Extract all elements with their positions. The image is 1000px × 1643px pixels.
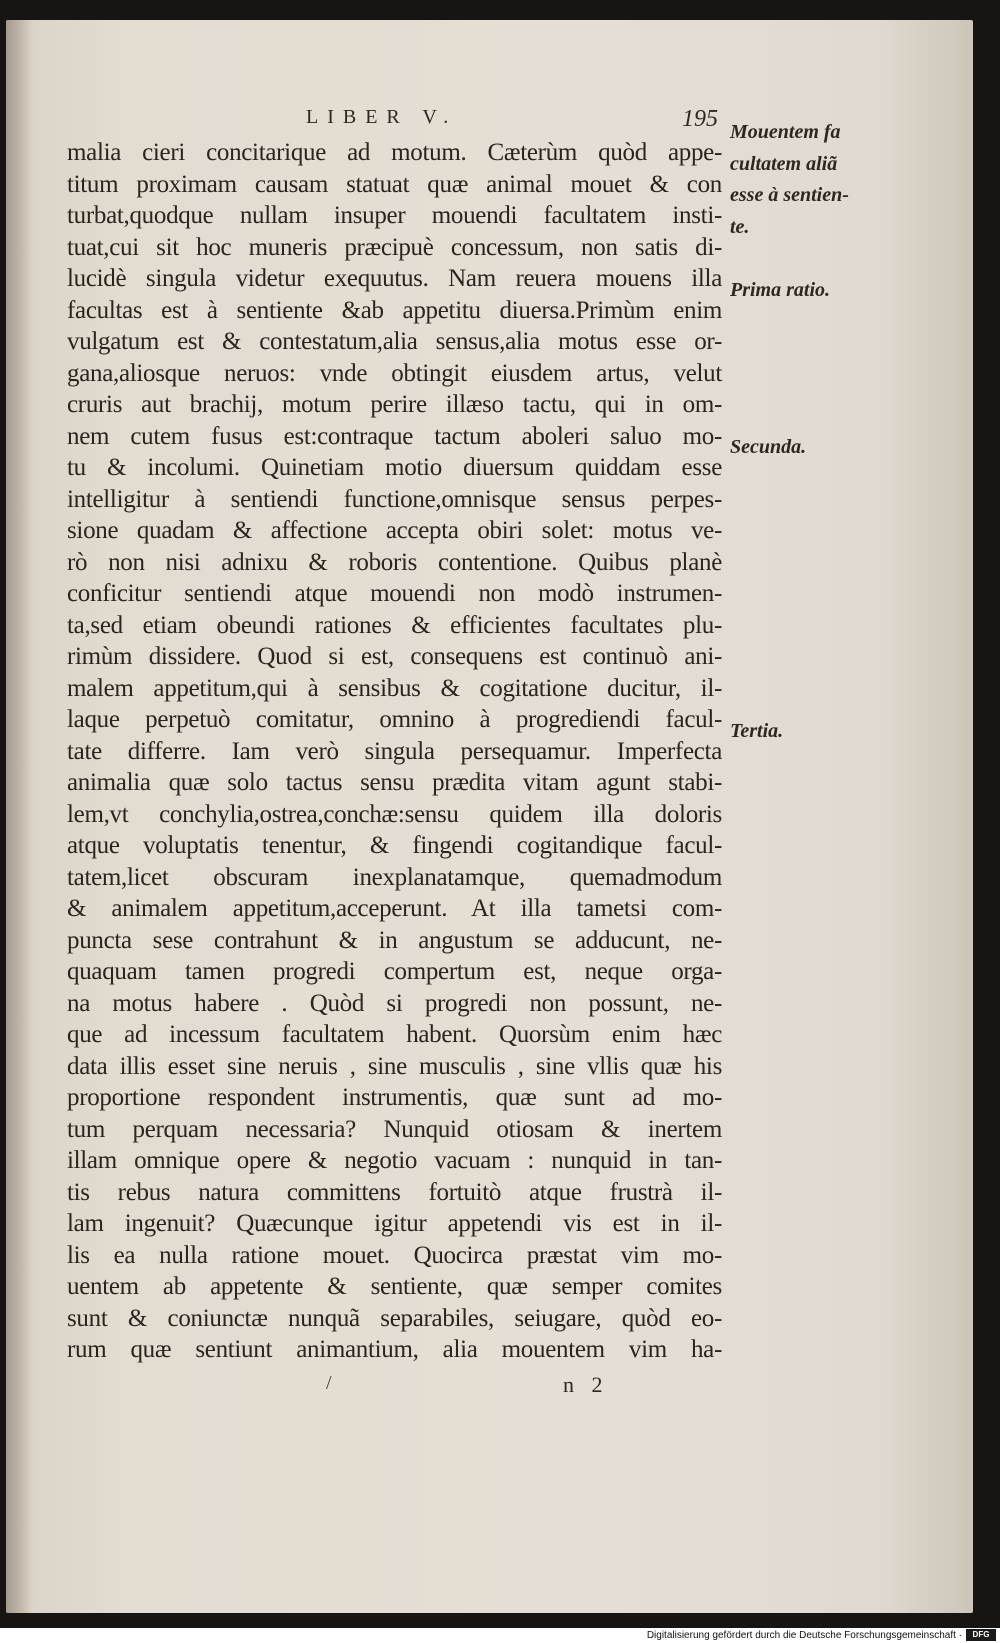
dfg-banner: [0, 1628, 1000, 1643]
text-line: malia cieri concitarique ad motum. Cæterùm quòd appe-: [67, 139, 722, 166]
text-line: malem appetitum,qui à sensibus & cogitatione ducitur, il-: [67, 674, 722, 702]
text-line: facultas est à sentiente &ab appetitu diuersa.Primùm enim: [67, 296, 722, 324]
text-line: laque perpetuò comitatur, omnino à progrediendi facul-: [67, 706, 722, 733]
text-line: gana,aliosque neruos: vnde obtingit eiusdem artus, velut: [67, 359, 722, 387]
signature-mark: n 2: [563, 1372, 609, 1397]
text-line: lem,vt conchylia,ostrea,conchæ:sensu quidem illa doloris: [67, 800, 722, 828]
text-line: cruris aut brachij, motum perire illæso tactu, qui in om-: [67, 391, 722, 418]
text-line: & animalem appetitum,acceperunt. At illa tametsi com-: [67, 895, 722, 922]
text-line: uentem ab appetente & sentiente, quæ semper comites: [67, 1273, 722, 1300]
text-line: intelligitur à sentiendi functione,omnisque sensus perpes-: [67, 485, 722, 513]
footer-mark: /: [326, 1372, 332, 1394]
text-line: tuat,cui sit hoc muneris præcipuè concessum, non satis di-: [67, 233, 722, 261]
text-line: tate differre. Iam verò singula persequamur. Imperfecta: [67, 737, 722, 765]
marginal-note: cultatem aliã: [730, 152, 838, 175]
text-line: data illis esset sine neruis , sine musculis , sine vllis quæ his: [67, 1052, 722, 1080]
text-line: rimùm dissidere. Quod si est, consequens est continuò ani-: [67, 643, 722, 670]
running-head: LIBER V.: [306, 106, 458, 128]
marginal-note: Tertia.: [730, 719, 784, 742]
text-line: illam omnique opere & negotio vacuam : nunquid in tan-: [67, 1147, 722, 1174]
text-line: lucidè singula videtur exequutus. Nam reuera mouens illa: [67, 265, 722, 292]
text-line: sunt & coniunctæ nunquã separabiles, seiugare, quòd eo-: [67, 1304, 722, 1332]
text-line: tu & incolumi. Quinetiam motio diuersum quiddam esse: [67, 454, 722, 481]
text-line: vulgatum est & contestatum,alia sensus,alia motus esse or-: [67, 328, 722, 355]
dfg-logo-icon: DFG: [966, 1629, 996, 1641]
page-number: 195: [682, 106, 718, 132]
text-line: na motus habere . Quòd si progredi non possunt, ne-: [67, 989, 722, 1017]
marginal-note: Secunda.: [730, 436, 807, 458]
text-line: turbat,quodque nullam insuper mouendi facultatem insti-: [67, 202, 722, 229]
text-line: atque voluptatis tenentur, & fingendi cogitandique facul-: [67, 832, 722, 859]
dfg-funding-text: Digitalisierung gefördert durch die Deutsche Forschungsgemeinschaft ·: [646, 1630, 962, 1641]
text-line: sione quadam & affectione accepta obiri solet: motus ve-: [67, 517, 722, 544]
text-line: quaquam tamen progredi compertum est, neque orga-: [67, 958, 722, 985]
text-line: ta,sed etiam obeundi rationes & efficientes facultates plu-: [67, 611, 722, 639]
text-line: tatem,licet obscuram inexplanatamque, quemadmodum: [67, 863, 722, 891]
marginal-note: Mouentem fa: [730, 121, 841, 143]
text-line: tis rebus natura committens fortuitò atque frustrà il-: [67, 1178, 722, 1206]
text-line: titum proximam causam statuat quæ animal mouet & con: [67, 170, 722, 198]
text-line: lis ea nulla ratione mouet. Quocirca præstat vim mo-: [67, 1241, 722, 1269]
marginal-note: te.: [730, 215, 750, 238]
text-line: lam ingenuit? Quæcunque igitur appetendi vis est in il-: [67, 1210, 722, 1237]
text-line: que ad incessum facultatem habent. Quorsùm enim hæc: [67, 1021, 722, 1048]
marginal-note: Prima ratio.: [730, 278, 831, 301]
text-line: tum perquam necessaria? Nunquid otiosam & inertem: [67, 1115, 722, 1143]
text-line: puncta sese contrahunt & in angustum se adducunt, ne-: [67, 926, 722, 954]
text-line: nem cutem fusus est:contraque tactum aboleri saluo mo-: [67, 422, 722, 450]
book-page: [6, 20, 973, 1613]
text-line: proportione respondent instrumentis, quæ sunt ad mo-: [67, 1084, 722, 1111]
body-text: [67, 137, 722, 1366]
text-line: rò non nisi adnixu & roboris contentione. Quibus planè: [67, 548, 722, 576]
marginal-note: esse à sentien-: [730, 184, 849, 206]
text-line: rum quæ sentiunt animantium, alia mouentem vim ha-: [67, 1336, 722, 1363]
text-line: animalia quæ solo tactus sensu prædita vitam agunt stabi-: [67, 769, 722, 796]
text-line: conficitur sentiendi atque mouendi non modò instrumen-: [67, 580, 722, 607]
